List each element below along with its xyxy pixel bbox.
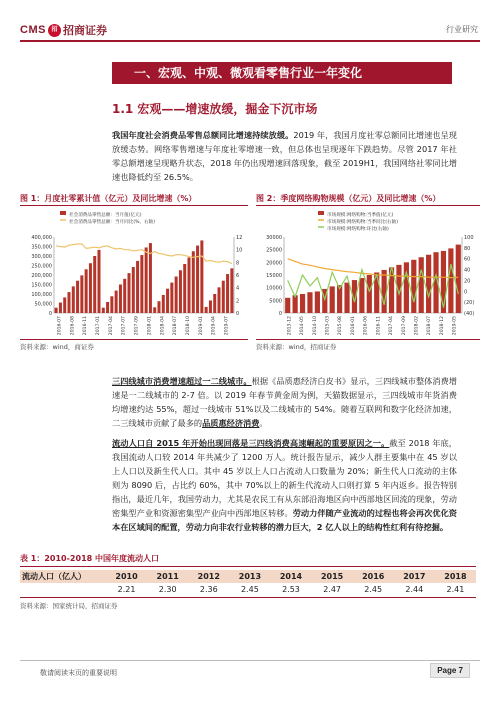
x-tick-label: 2013-12	[287, 316, 293, 336]
table-row-label	[20, 583, 106, 596]
figure-2-source: 资料来源：wind，招商证券	[256, 343, 337, 351]
table-year: 2011	[147, 570, 188, 583]
bar	[72, 286, 75, 313]
figure-1-rule	[20, 205, 248, 206]
bar	[115, 291, 118, 313]
table-row	[20, 583, 476, 596]
bar	[63, 297, 66, 313]
bar	[89, 263, 92, 313]
bar	[183, 264, 186, 313]
y-right-tick-label: 20	[464, 278, 471, 285]
y-left-tick-label: 0	[48, 311, 52, 317]
bar	[140, 255, 143, 313]
bar	[145, 247, 148, 313]
y-right-tick-label: 0	[464, 289, 468, 296]
bar	[456, 245, 461, 313]
x-tick-label: 2017-01	[96, 316, 101, 336]
page-header	[0, 0, 500, 58]
bar	[136, 261, 139, 313]
x-tick-label: 2018-02	[414, 316, 420, 336]
x-tick-label: 2014-10	[312, 316, 318, 336]
bar	[367, 275, 372, 313]
x-tick-label: 2017-09	[401, 316, 407, 336]
logo-en: CMS	[20, 24, 46, 36]
bar	[200, 240, 203, 313]
bar	[188, 258, 191, 313]
bar	[213, 294, 216, 313]
brand-logo	[20, 22, 107, 38]
y-left-tick-label: 25000	[266, 247, 282, 254]
x-tick-label: 2014-05	[300, 316, 306, 336]
table-1-title: 表 1：2010-2018 中国年度流动人口	[20, 554, 159, 563]
y-left-tick-label: 350,000	[31, 244, 52, 251]
y-left-tick-label: 250,000	[31, 263, 52, 270]
series-line	[288, 259, 459, 278]
y-left-tick-label: 300,000	[31, 254, 52, 260]
x-tick-label: 2016-06	[363, 316, 369, 336]
x-tick-label: 2016-11	[83, 316, 89, 336]
bar	[426, 255, 431, 313]
x-tick-label: 2017-09	[134, 316, 140, 336]
y-right-tick-label: 2	[236, 298, 240, 305]
bar	[344, 283, 349, 313]
bar	[315, 291, 320, 313]
bar	[85, 269, 88, 313]
footer-disclaimer: 敬请阅读末页的重要说明	[40, 669, 117, 677]
bar	[441, 251, 446, 313]
bar	[196, 246, 199, 313]
bar	[359, 278, 364, 313]
bar	[68, 292, 71, 313]
bar	[102, 308, 105, 313]
y-right-tick-label: 60	[464, 256, 471, 263]
y-right-tick-label: 80	[464, 245, 471, 252]
legend-label: 社会消费品零售总额：当月值(亿元)	[69, 213, 142, 218]
bar	[330, 286, 335, 313]
bar	[192, 251, 195, 313]
y-right-tick-label: 0	[236, 311, 240, 317]
bar	[230, 268, 233, 313]
table-year: 2015	[312, 570, 353, 583]
paragraph-2-lead: 三四线城市消费增速超过一二线城市。	[112, 376, 252, 386]
y-right-tick-label: 40	[464, 267, 471, 274]
y-left-tick-label: 100,000	[31, 292, 52, 298]
table-1-source: 资料来源：国家统计局，招商证券	[20, 602, 118, 610]
bar	[382, 270, 387, 313]
table-header-row	[20, 570, 476, 583]
y-right-tick-label: (40)	[464, 311, 475, 317]
bar	[209, 300, 212, 313]
figure-1-source: 资料来源：wind，商证券	[20, 343, 94, 351]
y-left-tick-label: 15000	[266, 273, 282, 279]
table-cell: 2.44	[405, 585, 424, 594]
x-tick-label: 2016-07	[57, 316, 63, 336]
table-cell: 2.53	[282, 585, 300, 594]
legend-label: 市场规模:网络购物:环比(右轴)	[327, 227, 389, 232]
bar	[419, 257, 424, 313]
x-tick-label: 2019-07	[224, 316, 230, 336]
x-tick-label: 2015-08	[338, 316, 344, 336]
figure-2-title: 图 2：季度网络购物规模（亿元）及同比增速（%）	[256, 194, 441, 203]
x-tick-label: 2018-01	[147, 316, 153, 336]
series-line	[56, 244, 232, 264]
table-year: 2013	[229, 570, 270, 583]
population-table	[20, 570, 476, 596]
table-year: 2014	[270, 570, 311, 583]
bar	[285, 298, 290, 313]
paragraph-3-conclusion: 劳动力伴随产业流动的过程也将会再次优化资本在区域间的配置，劳动力向非农行业转移的潜力巨大，2 亿人以上的结构性红利有待挖掘。	[112, 508, 457, 532]
bar	[162, 295, 165, 313]
x-tick-label: 2017-07	[121, 316, 127, 336]
bar	[80, 275, 83, 313]
bar	[411, 260, 416, 313]
y-right-tick-label: 10	[236, 247, 243, 254]
paragraph-1-lead: 我国年度社会消费品零售总额同比增速持续放缓。	[112, 130, 294, 140]
bar	[93, 256, 96, 313]
figure-2-bottom-rule	[256, 339, 480, 340]
header-divider	[20, 40, 480, 42]
table-1-bottom-rule	[20, 597, 476, 598]
x-tick-label: 2018-10	[186, 316, 191, 336]
bar	[226, 274, 229, 313]
y-left-tick-label: 50,000	[34, 301, 52, 308]
bar	[222, 281, 225, 313]
x-tick-label: 2015-03	[325, 316, 331, 336]
x-tick-label: 2018-04	[160, 316, 166, 336]
bar	[59, 303, 62, 313]
bar	[153, 307, 156, 313]
bar	[98, 250, 101, 313]
y-left-tick-label: 0	[278, 311, 282, 317]
x-tick-label: 2017-04	[389, 316, 395, 336]
paragraph-3	[112, 436, 457, 534]
footer-divider	[20, 660, 480, 661]
bar	[300, 294, 305, 313]
x-tick-label: 2016-08	[70, 316, 76, 336]
paragraph-3-lead: 流动人口自 2015 年开始出现回落是三四线消费高速崛起的重要原因之一。	[112, 438, 390, 448]
table-cell: 2.47	[323, 585, 341, 594]
legend-label: 市场规模:网络购物:当季值(亿元)	[327, 213, 394, 218]
x-tick-label: 2016-01	[350, 316, 356, 336]
table-header-label: 流动人口（亿人）	[20, 570, 106, 583]
x-tick-label: 2016-11	[376, 316, 382, 336]
bar	[218, 287, 221, 313]
report-category: 行业研究	[446, 25, 478, 34]
y-left-tick-label: 5000	[269, 298, 282, 305]
legend-swatch	[60, 211, 66, 215]
bar	[166, 289, 169, 313]
paragraph-1	[112, 128, 457, 184]
y-left-tick-label: 150,000	[31, 282, 52, 289]
section-title: 一、宏观、中观、微观看零售行业一年变化	[112, 62, 452, 84]
paragraph-1-body: 2019 年，我国月度社零总额同比增速也呈现放缓态势。网络零售增速与年度社零增速一致，但总体也呈现逐年下跌趋势。尽管 2017 年社零总额增速呈现略升状态，2018 年仍出现增速回落现象，截至 2019H1，我国网络社零同比增速也降低约至 26.5%。	[112, 130, 457, 182]
x-tick-label: 2019-04	[211, 316, 217, 336]
legend-swatch	[318, 211, 324, 215]
bar	[119, 285, 122, 314]
bar	[448, 248, 453, 313]
page-number: Page 7	[430, 663, 470, 678]
y-right-tick-label: 4	[236, 285, 240, 292]
table-cell: 2.45	[240, 585, 259, 594]
x-tick-label: 2017-04	[108, 316, 114, 336]
table-year: 2018	[435, 570, 476, 583]
table-year: 2012	[188, 570, 229, 583]
bar	[170, 283, 173, 313]
bar	[132, 267, 135, 313]
y-right-tick-label: 12	[236, 235, 243, 241]
y-right-tick-label: 100	[464, 235, 474, 241]
paragraph-2-body: 根据《品质惠经济白皮书》显示，三四线城市整体消费增速是一二线城市的 2-7 倍。以 2019 年春节黄金周为例，天猫数据显示，三四线城市年货消费均增速约达 55%，超过一线城市 51%以及二线城市的 54%。随着互联网和数字化经济加速，二三线城市贡献了最多的	[112, 376, 457, 428]
paragraph-2	[112, 374, 457, 430]
x-tick-label: 2019-05	[452, 316, 458, 336]
paragraph-2-end: 。	[259, 418, 268, 428]
series-line	[288, 264, 459, 308]
y-right-tick-label: 8	[236, 260, 240, 267]
figure-1-chart	[20, 207, 248, 337]
x-tick-label: 2019-01	[198, 316, 204, 336]
table-year: 2017	[394, 570, 435, 583]
figure-1-title: 图 1：月度社零累计值（亿元）及同比增速（%）	[20, 194, 197, 203]
y-left-tick-label: 30000	[266, 235, 282, 241]
bar	[205, 307, 208, 313]
table-cell: 2.36	[199, 585, 218, 594]
x-tick-label: 2018-12	[439, 316, 445, 336]
table-year: 2010	[106, 570, 147, 583]
bar	[106, 302, 109, 313]
paragraph-2-highlight: 品质惠经济消费	[202, 418, 260, 428]
table-cell: 2.21	[117, 585, 136, 594]
bar	[175, 277, 178, 313]
table-cell: 2.30	[158, 585, 177, 594]
paragraph-3-body: 截至 2018 年底，我国流动人口较 2014 年共减少了 1200 万人。统计报告显示，减少人群主要集中在 45 岁以上人口以及新生代人口。其中 45 岁以上人口占流动人口数量为 20%；新生代人口流动的主体则为 8090 后，占比约 60%，其中 70%以上的新生代流动人口则打算 5 年内返乡。报告特别指出，最近几年，我国劳动力，尤其是农民工有从东部沿海地区向中西部地区回流的现象，劳动密集型产业和资源密集型产业向中西部地区转移。	[112, 438, 457, 518]
bar	[123, 279, 126, 313]
bar	[76, 281, 79, 313]
table-cell: 2.45	[364, 585, 383, 594]
bar	[307, 292, 312, 313]
bar	[110, 296, 113, 313]
y-left-tick-label: 10000	[266, 285, 282, 292]
figure-2-rule	[256, 205, 480, 206]
table-cell: 2.41	[446, 585, 465, 594]
subsection-title: 1.1 宏观——增速放缓，掘金下沉市场	[112, 102, 318, 116]
logo-cn: 招商证券	[62, 24, 107, 37]
x-tick-label: 2018-07	[427, 316, 433, 336]
bar	[55, 308, 58, 313]
y-right-tick-label: 6	[236, 273, 240, 279]
bar	[179, 270, 182, 313]
y-right-tick-label: (20)	[464, 300, 475, 307]
figure-1-bottom-rule	[20, 339, 248, 340]
y-left-tick-label: 20000	[266, 260, 282, 267]
logo-badge-icon: 招	[48, 24, 61, 37]
table-year: 2016	[353, 570, 394, 583]
y-left-tick-label: 400,000	[31, 235, 52, 241]
legend-label: 市场规模:网络购物:当季同比(右轴)	[327, 220, 398, 225]
legend-label: 社会消费品零售总额：当月同比(%，右轴)	[69, 220, 156, 225]
bar	[158, 301, 161, 313]
y-left-tick-label: 200,000	[31, 273, 52, 279]
figure-2-chart	[256, 207, 480, 337]
x-tick-label: 2018-07	[173, 316, 179, 336]
table-1-rule	[20, 566, 476, 567]
bar	[128, 273, 131, 313]
bar	[404, 262, 409, 313]
